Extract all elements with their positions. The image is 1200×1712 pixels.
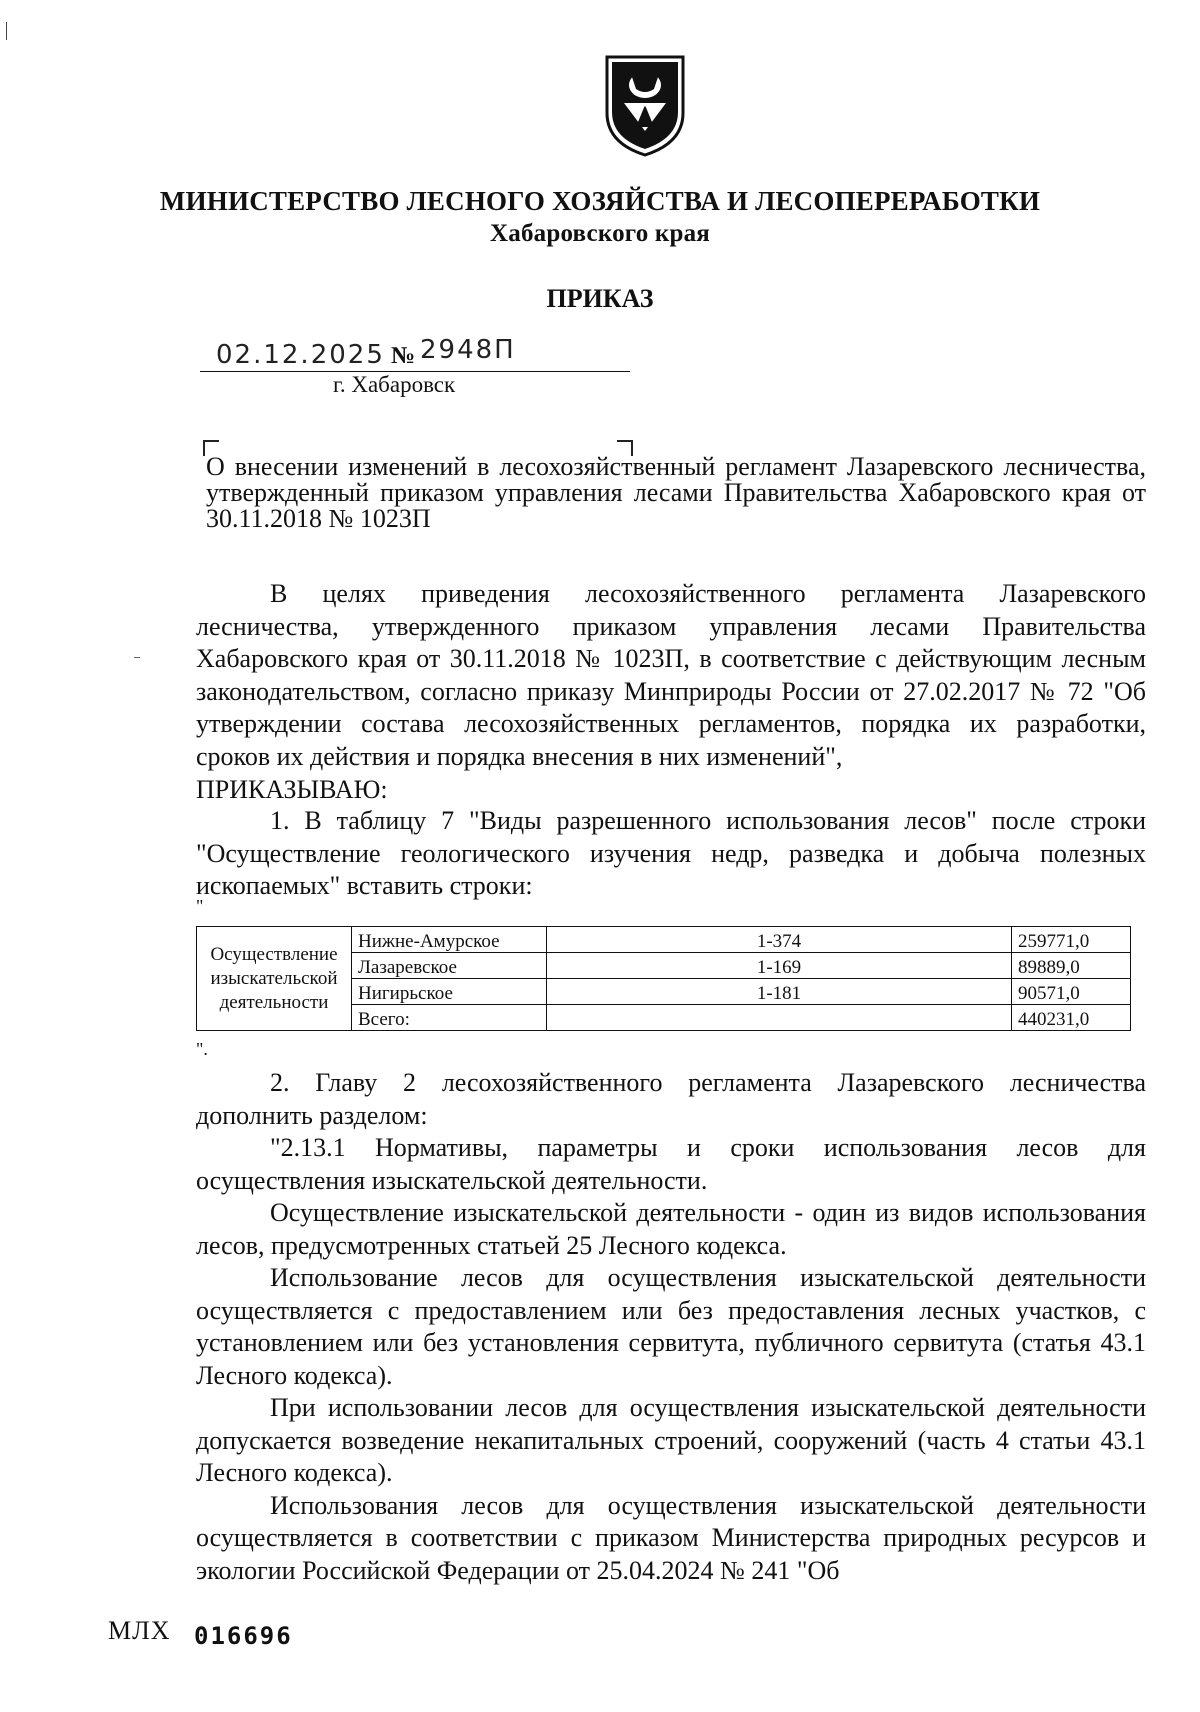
section-paragraph: Использование лесов для осуществления изыскательской деятельности осуществляется с предоставлением или без предоставления лесных участков, с установлением или без установления сервитута, публичного сервитута (статья 43.1 Лесного кодекса).: [196, 1263, 1146, 1390]
order-subject: О внесении изменений в лесохозяйственный регламент Лазаревского лесничества, утвержденный приказом управления лесами Правительства Хабаровского края от 30.11.2018 № 1023П: [206, 452, 1146, 533]
forestry-cell: Нигирьское: [352, 979, 547, 1005]
forestry-cell: Нижне-Амурское: [352, 927, 547, 953]
forestry-cell: Всего:: [352, 1005, 547, 1031]
order-date: 02.12.2025: [216, 340, 385, 370]
document-type: ПРИКАЗ: [546, 284, 654, 313]
table-row: [197, 927, 1131, 953]
table-quote-close: ".: [196, 1039, 208, 1059]
forestry-cell: Лазаревское: [352, 953, 547, 979]
number-sign: №: [391, 343, 416, 369]
section-paragraph: Осуществление изыскательской деятельности - один из видов использования лесов, предусмотренных статьей 25 Лесного кодекса.: [196, 1198, 1146, 1260]
use-kind-cell: Осуществление изыскательской деятельности: [197, 927, 352, 1031]
table-quote-open: ": [196, 896, 204, 916]
city: г. Хабаровск: [333, 372, 456, 397]
item-2-paragraph: 2. Главу 2 лесохозяйственного регламента Лазаревского лесничества дополнить разделом:: [196, 1068, 1146, 1130]
blank-series-mark: МЛХ: [108, 1616, 171, 1645]
section-2-13-1-heading: "2.13.1 Нормативы, параметры и сроки использования лесов для осуществления изыскательской деятельности.: [196, 1133, 1146, 1195]
quarters-cell: 1-181: [547, 979, 1012, 1005]
order-word: ПРИКАЗЫВАЮ:: [196, 775, 388, 804]
section-paragraph: Использования лесов для осуществления изыскательской деятельности осуществляется в соответствии с приказом Министерства природных ресурсов и экологии Российской Федерации от 25.04.2024 № 241 "Об: [196, 1490, 1146, 1585]
area-cell: 89889,0: [1012, 953, 1131, 979]
section-paragraph: При использовании лесов для осуществления изыскательской деятельности допускается возведение некапитальных строений, сооружений (часть 4 статьи 43.1 Лесного кодекса).: [196, 1393, 1146, 1487]
preamble-paragraph: В целях приведения лесохозяйственного регламента Лазаревского лесничества, утвержденного приказом управления лесами Правительства Хабаровского края от 30.11.2018 № 1023П, в соответствие с действующим лесным законодательством, согласно приказу Минприроды России от 27.02.2017 № 72 "Об утверждении состава лесохозяйственных регламентов, порядка их разработки, сроков их действия и порядка внесения в них изменений",: [196, 579, 1146, 771]
area-cell: 259771,0: [1012, 927, 1131, 953]
ministry-region: Хабаровского края: [489, 220, 711, 247]
item-1-paragraph: 1. В таблицу 7 "Виды разрешенного использования лесов" после строки "Осуществление геологического изучения недр, разведка и добыча полезных ископаемых" вставить строки:: [196, 806, 1146, 900]
coat-of-arms-icon: [604, 55, 686, 157]
quarters-cell: 1-374: [547, 927, 1012, 953]
scan-mark: [6, 22, 7, 40]
area-cell: 440231,0: [1012, 1005, 1131, 1031]
scan-dash: [134, 657, 140, 658]
item-2-block: [196, 1067, 1146, 1587]
quarters-cell: [547, 1005, 1012, 1031]
area-cell: 90571,0: [1012, 979, 1131, 1005]
blank-serial-number: 016696: [194, 1622, 293, 1650]
quarters-cell: 1-169: [547, 953, 1012, 979]
ministry-title: МИНИСТЕРСТВО ЛЕСНОГО ХОЗЯЙСТВА И ЛЕСОПЕРЕРАБОТКИ: [159, 186, 1041, 216]
forest-use-table: [196, 926, 1131, 1031]
order-number: 2948П: [420, 335, 516, 365]
